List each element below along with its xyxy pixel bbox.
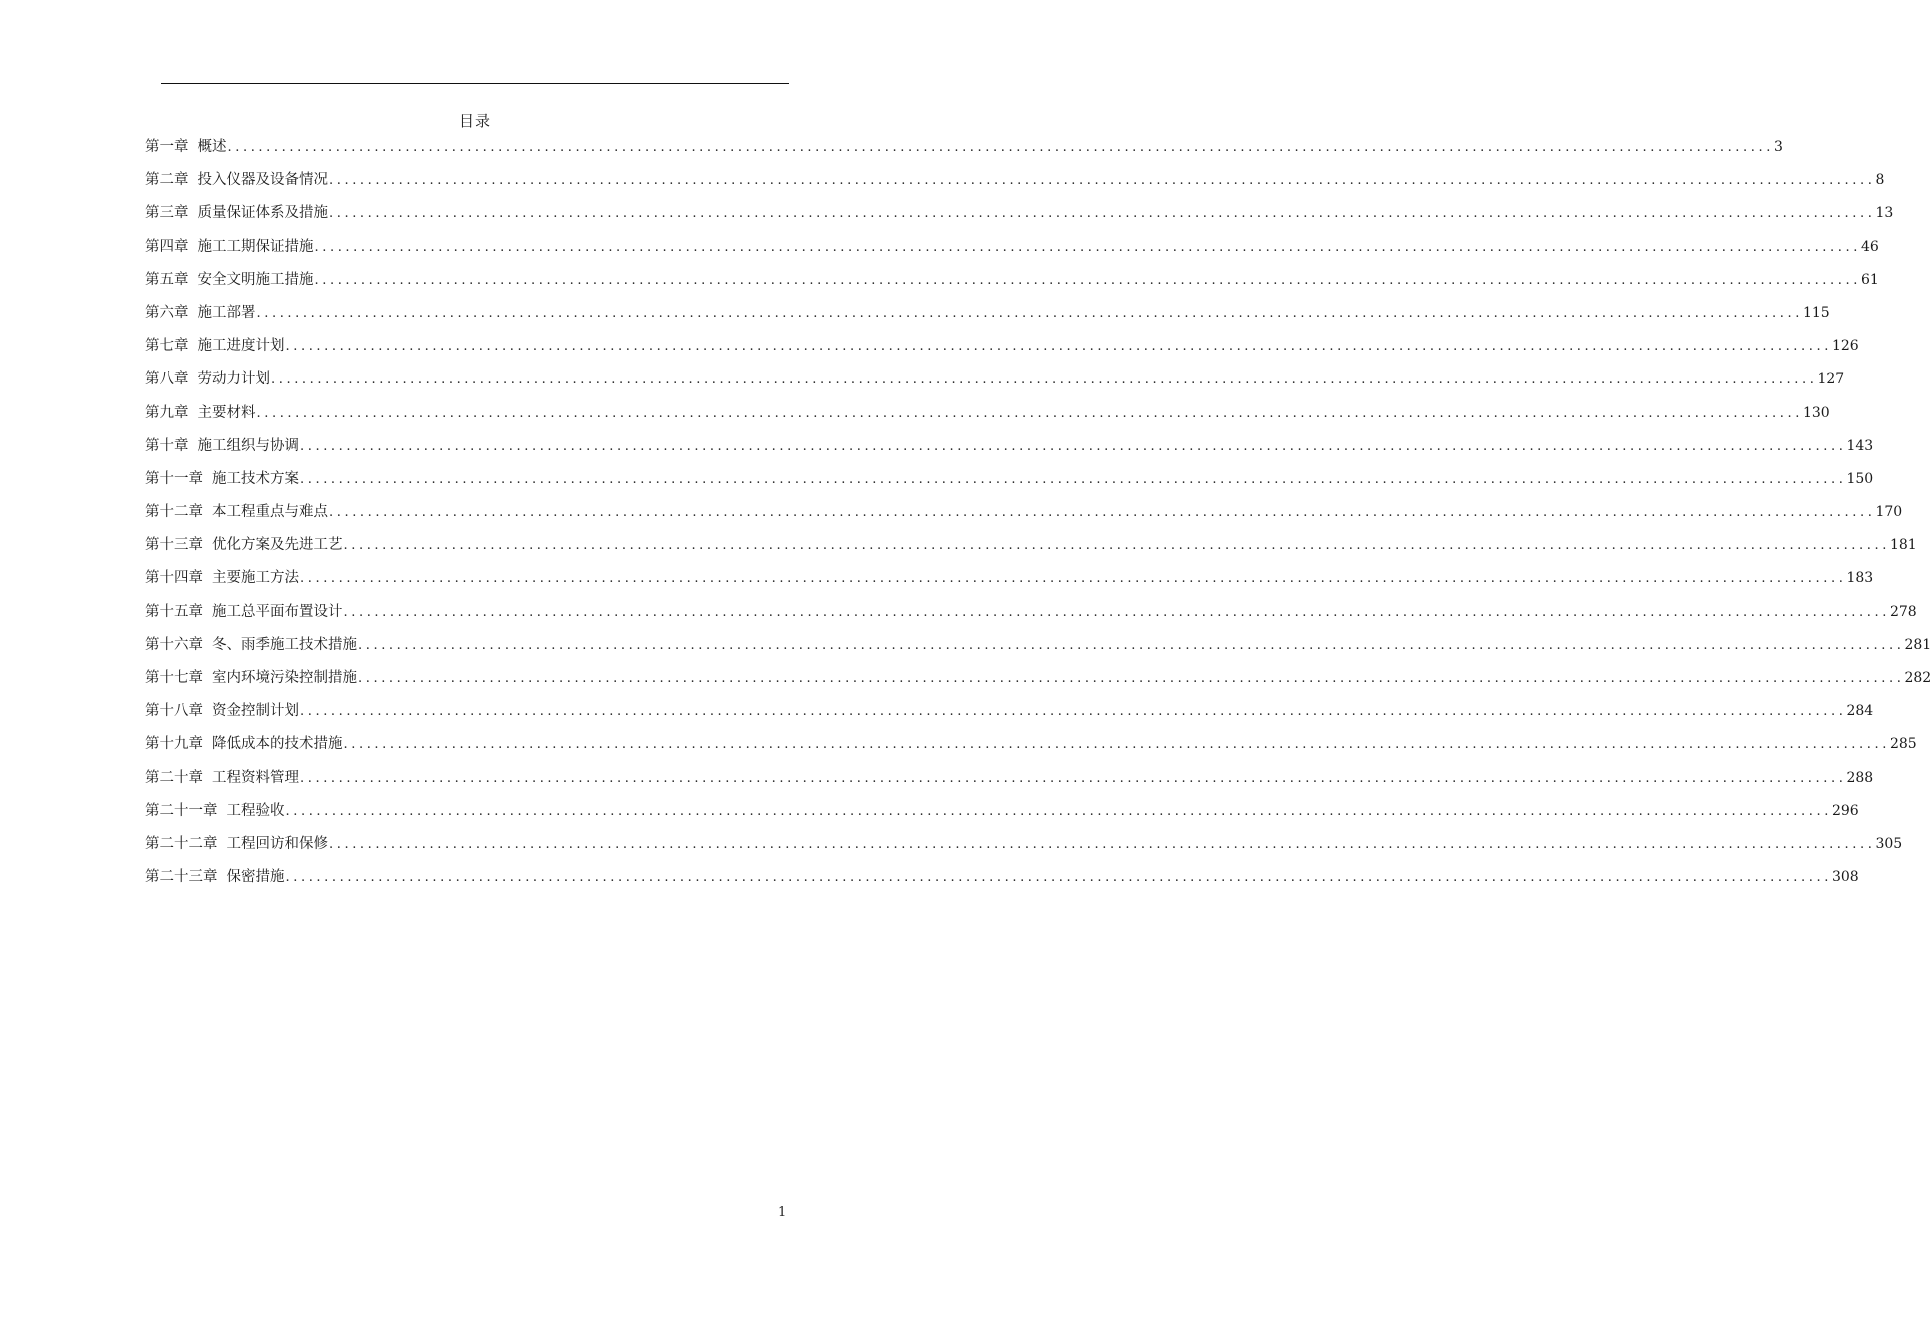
toc-page-number: 183 xyxy=(1846,570,1874,587)
toc-page-number: 46 xyxy=(1860,238,1879,255)
page-number: 1 xyxy=(778,1205,787,1220)
toc-entry-title: 资金控制计划 xyxy=(212,703,299,720)
toc-entry[interactable] xyxy=(145,334,1859,367)
toc-entry-title: 施工工期保证措施 xyxy=(197,238,314,255)
toc-dot-leader: ........................................................................................................................................................................................................ xyxy=(256,405,1803,421)
toc-page-number: 150 xyxy=(1846,470,1874,487)
toc-dot-leader: ........................................................................................................................................................................................................ xyxy=(314,239,1861,255)
toc-dot-leader: ........................................................................................................................................................................................................ xyxy=(314,272,1861,288)
toc-entry-title: 施工技术方案 xyxy=(212,470,299,487)
toc-chapter-label: 第二十一章 xyxy=(145,802,218,819)
toc-dot-leader: ........................................................................................................................................................................................................ xyxy=(271,372,1818,388)
toc-chapter-label: 第一章 xyxy=(145,139,189,155)
toc-entry-title: 主要材料 xyxy=(197,404,256,421)
toc-dot-leader: ........................................................................................................................................................................................................ xyxy=(343,737,1890,753)
toc-chapter-label: 第十三章 xyxy=(145,537,203,554)
toc-entry[interactable] xyxy=(145,666,1931,699)
toc-page-number: 61 xyxy=(1860,271,1879,288)
toc-dot-leader: ........................................................................................................................................................................................................ xyxy=(300,704,1847,720)
toc-entry-title: 保密措施 xyxy=(226,869,285,886)
toc-entry[interactable] xyxy=(145,135,1783,168)
toc-page-number: 284 xyxy=(1846,703,1874,720)
toc-chapter-label: 第十六章 xyxy=(145,636,203,653)
toc-dot-leader: ........................................................................................................................................................................................................ xyxy=(358,671,1905,686)
toc-dot-leader: ........................................................................................................................................................................................................ xyxy=(329,505,1876,521)
toc-chapter-label: 第九章 xyxy=(145,404,189,421)
toc-page-number: 282 xyxy=(1904,670,1931,686)
toc-chapter-label: 第四章 xyxy=(145,238,189,255)
toc-page-number: 285 xyxy=(1889,736,1917,753)
toc-entry-title: 安全文明施工措施 xyxy=(197,271,314,288)
toc-chapter-label: 第三章 xyxy=(145,205,189,222)
toc-page-number: 278 xyxy=(1889,603,1917,620)
toc-page-number: 13 xyxy=(1875,205,1894,222)
toc-entry-title: 本工程重点与难点 xyxy=(212,504,328,521)
toc-dot-leader: ........................................................................................................................................................................................................ xyxy=(300,471,1847,487)
toc-page-number: 130 xyxy=(1802,404,1830,421)
toc-entry-title: 质量保证体系及措施 xyxy=(197,205,328,222)
toc-dot-leader: ........................................................................................................................................................................................................ xyxy=(343,604,1890,620)
toc-page-number: 296 xyxy=(1831,802,1859,819)
toc-chapter-label: 第二章 xyxy=(145,172,189,189)
toc-entry-title: 施工进度计划 xyxy=(197,338,285,355)
toc-entry[interactable] xyxy=(145,168,1885,201)
toc-entry[interactable] xyxy=(145,467,1874,500)
toc-page-number: 8 xyxy=(1875,172,1885,189)
toc-entry-title: 施工部署 xyxy=(197,304,256,321)
toc-page-number: 3 xyxy=(1773,139,1783,155)
toc-chapter-label: 第八章 xyxy=(145,371,189,388)
toc-entry[interactable] xyxy=(145,566,1874,599)
toc-page-number: 288 xyxy=(1846,769,1874,786)
toc-entry[interactable] xyxy=(145,633,1931,666)
toc-page-number: 115 xyxy=(1802,304,1830,321)
toc-entry[interactable] xyxy=(145,235,1879,268)
toc-entry[interactable] xyxy=(145,434,1874,467)
toc-entry[interactable] xyxy=(145,766,1874,799)
toc-entry[interactable] xyxy=(145,301,1830,334)
toc-dot-leader: ........................................................................................................................................................................................................ xyxy=(285,803,1832,819)
toc-dot-leader: ........................................................................................................................................................................................................ xyxy=(285,339,1832,355)
toc-chapter-label: 第十四章 xyxy=(145,570,203,587)
toc-dot-leader: ........................................................................................................................................................................................................ xyxy=(358,637,1905,653)
toc-entry[interactable] xyxy=(145,832,1903,865)
toc-entry[interactable] xyxy=(145,268,1879,301)
toc-dot-leader: ........................................................................................................................................................................................................ xyxy=(329,206,1876,222)
toc-entry-title: 工程资料管理 xyxy=(212,769,299,786)
toc-entry[interactable] xyxy=(145,367,1845,400)
toc-dot-leader: ........................................................................................................................................................................................................ xyxy=(300,571,1847,587)
toc-entry-title: 主要施工方法 xyxy=(212,570,299,587)
toc-dot-leader: ........................................................................................................................................................................................................ xyxy=(300,438,1847,454)
toc-chapter-label: 第十五章 xyxy=(145,603,203,620)
toc-chapter-label: 第十八章 xyxy=(145,703,203,720)
toc-entry-title: 概述 xyxy=(197,139,227,155)
toc-entry[interactable] xyxy=(145,732,1917,765)
toc-chapter-label: 第二十三章 xyxy=(145,869,218,886)
toc-chapter-label: 第十九章 xyxy=(145,736,203,753)
toc-chapter-label: 第十二章 xyxy=(145,504,203,521)
toc-chapter-label: 第五章 xyxy=(145,271,189,288)
toc-page-number: 126 xyxy=(1831,338,1859,355)
toc-entry-title: 施工总平面布置设计 xyxy=(212,603,343,620)
toc-entry[interactable] xyxy=(145,600,1917,633)
toc-dot-leader: ........................................................................................................................................................................................................ xyxy=(329,836,1876,852)
toc-entry-title: 施工组织与协调 xyxy=(197,437,299,454)
toc-entry-title: 劳动力计划 xyxy=(197,371,270,388)
toc-chapter-label: 第二十二章 xyxy=(145,835,218,852)
header-rule xyxy=(161,83,789,84)
toc-chapter-label: 第十一章 xyxy=(145,470,203,487)
toc-page-number: 170 xyxy=(1875,504,1903,521)
toc-entry-title: 冬、雨季施工技术措施 xyxy=(212,636,357,653)
toc-page-number: 143 xyxy=(1846,437,1874,454)
toc-entry[interactable] xyxy=(145,533,1917,566)
toc-entry-title: 室内环境污染控制措施 xyxy=(212,670,357,686)
toc-dot-leader: ........................................................................................................................................................................................................ xyxy=(300,770,1847,786)
toc-dot-leader: ........................................................................................................................................................................................................ xyxy=(285,870,1832,886)
toc-page-number: 127 xyxy=(1817,371,1845,388)
toc-page-number: 305 xyxy=(1875,835,1903,852)
toc-entry[interactable] xyxy=(145,865,1859,898)
toc-page-number: 181 xyxy=(1889,537,1917,554)
toc-chapter-label: 第二十章 xyxy=(145,769,203,786)
toc-title: 目录 xyxy=(458,112,491,130)
table-of-contents xyxy=(145,135,1931,898)
toc-dot-leader: ........................................................................................................................................................................................................ xyxy=(343,538,1890,554)
toc-entry[interactable] xyxy=(145,500,1903,533)
toc-chapter-label: 第七章 xyxy=(145,338,189,355)
toc-entry-title: 工程验收 xyxy=(226,802,285,819)
toc-entry-title: 投入仪器及设备情况 xyxy=(197,172,328,189)
toc-entry[interactable] xyxy=(145,401,1830,434)
toc-entry-title: 优化方案及先进工艺 xyxy=(212,537,343,554)
toc-dot-leader: ........................................................................................................................................................................................................ xyxy=(227,140,1774,155)
toc-dot-leader: ........................................................................................................................................................................................................ xyxy=(256,305,1803,321)
toc-entry[interactable] xyxy=(145,799,1859,832)
toc-chapter-label: 第十七章 xyxy=(145,670,203,686)
toc-entry[interactable] xyxy=(145,699,1874,732)
toc-page-number: 281 xyxy=(1904,636,1931,653)
toc-entry[interactable] xyxy=(145,201,1894,234)
toc-chapter-label: 第十章 xyxy=(145,437,189,454)
toc-entry-title: 降低成本的技术措施 xyxy=(212,736,343,753)
toc-dot-leader: ........................................................................................................................................................................................................ xyxy=(329,173,1876,189)
toc-entry-title: 工程回访和保修 xyxy=(226,835,328,852)
toc-page-number: 308 xyxy=(1831,869,1859,886)
toc-chapter-label: 第六章 xyxy=(145,304,189,321)
